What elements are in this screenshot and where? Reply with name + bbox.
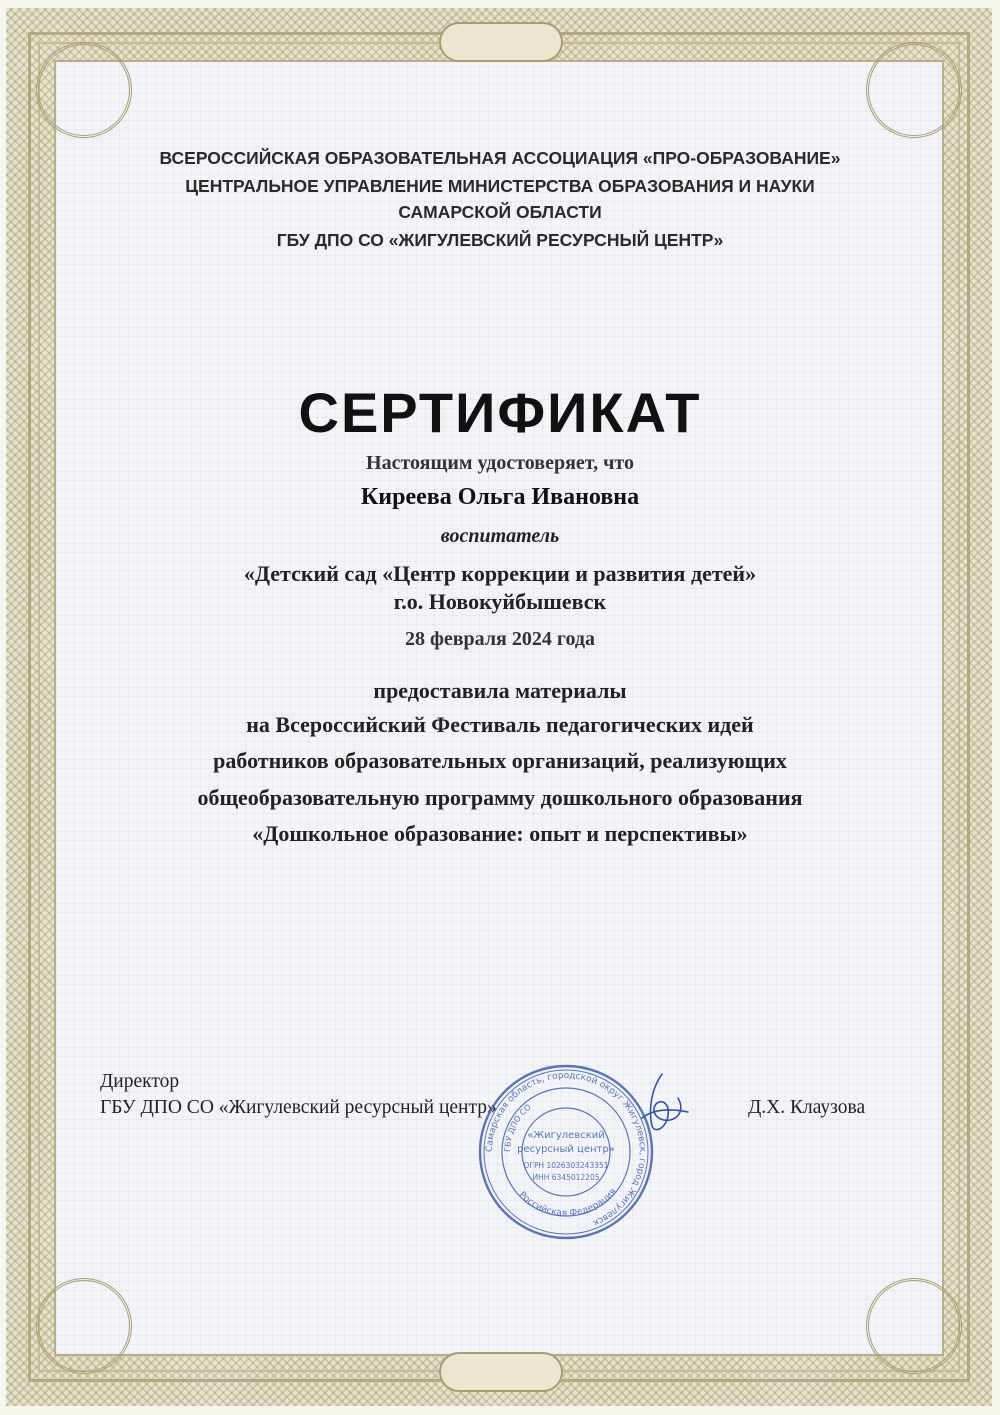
header-line-center: ГБУ ДПО СО «ЖИГУЛЕВСКИЙ РЕСУРСНЫЙ ЦЕНТР»	[276, 230, 724, 250]
body-line-2: на Всероссийский Фестиваль педагогических идей	[246, 712, 754, 737]
recipient-city: г.о. Новокуйбышевск	[393, 589, 607, 614]
top-medallion-icon	[439, 22, 563, 62]
certify-intro: Настоящим удостоверяет, что	[366, 452, 634, 474]
corner-ornament-icon	[36, 1278, 132, 1374]
header-line-association: ВСЕРОССИЙСКАЯ ОБРАЗОВАТЕЛЬНАЯ АССОЦИАЦИЯ «ПРО-ОБРАЗОВАНИЕ»	[159, 148, 841, 168]
body-line-3: работников образовательных организаций, реализующих	[213, 748, 787, 773]
body-line-4: общеобразовательную программу дошкольного образования	[197, 785, 803, 810]
corner-ornament-icon	[866, 42, 962, 138]
svg-text:ресурсный центр»: ресурсный центр»	[517, 1144, 615, 1155]
bottom-medallion-icon	[439, 1352, 563, 1392]
signer-organization: ГБУ ДПО СО «Жигулевский ресурсный центр»	[100, 1097, 497, 1118]
svg-text:ИНН 6345012205: ИНН 6345012205	[532, 1173, 600, 1182]
body-line-5: «Дошкольное образование: опыт и перспективы»	[252, 821, 748, 846]
certificate-title: СЕРТИФИКАТ	[298, 381, 702, 444]
certificate-date: 28 февраля 2024 года	[405, 628, 595, 650]
recipient-organization: «Детский сад «Центр коррекции и развития детей»	[243, 561, 757, 586]
recipient-name: Киреева Ольга Ивановна	[360, 484, 640, 510]
svg-text:ГБУ ДПО СО: ГБУ ДПО СО	[502, 1102, 533, 1153]
corner-ornament-icon	[36, 42, 132, 138]
corner-ornament-icon	[866, 1278, 962, 1374]
header-line-ministry: ЦЕНТРАЛЬНОЕ УПРАВЛЕНИЕ МИНИСТЕРСТВА ОБРАЗОВАНИЯ И НАУКИ	[185, 176, 815, 196]
recipient-position: воспитатель	[440, 525, 560, 547]
signer-role: Директор	[100, 1071, 180, 1092]
svg-text:Самарская область, городской о: Самарская область, городской округ Жигулевск, город Жигулевск	[484, 1070, 648, 1228]
svg-text:«Жигулевский: «Жигулевский	[527, 1130, 605, 1141]
svg-text:Российская Федерация: Российская Федерация	[516, 1186, 619, 1219]
official-stamp	[476, 1062, 656, 1242]
svg-text:ОГРН 1026303243351: ОГРН 1026303243351	[523, 1161, 609, 1170]
body-line-1: предоставила материалы	[373, 678, 627, 703]
header-line-region: САМАРСКОЙ ОБЛАСТИ	[398, 202, 602, 222]
signer-name: Д.Х. Клаузова	[748, 1097, 866, 1118]
